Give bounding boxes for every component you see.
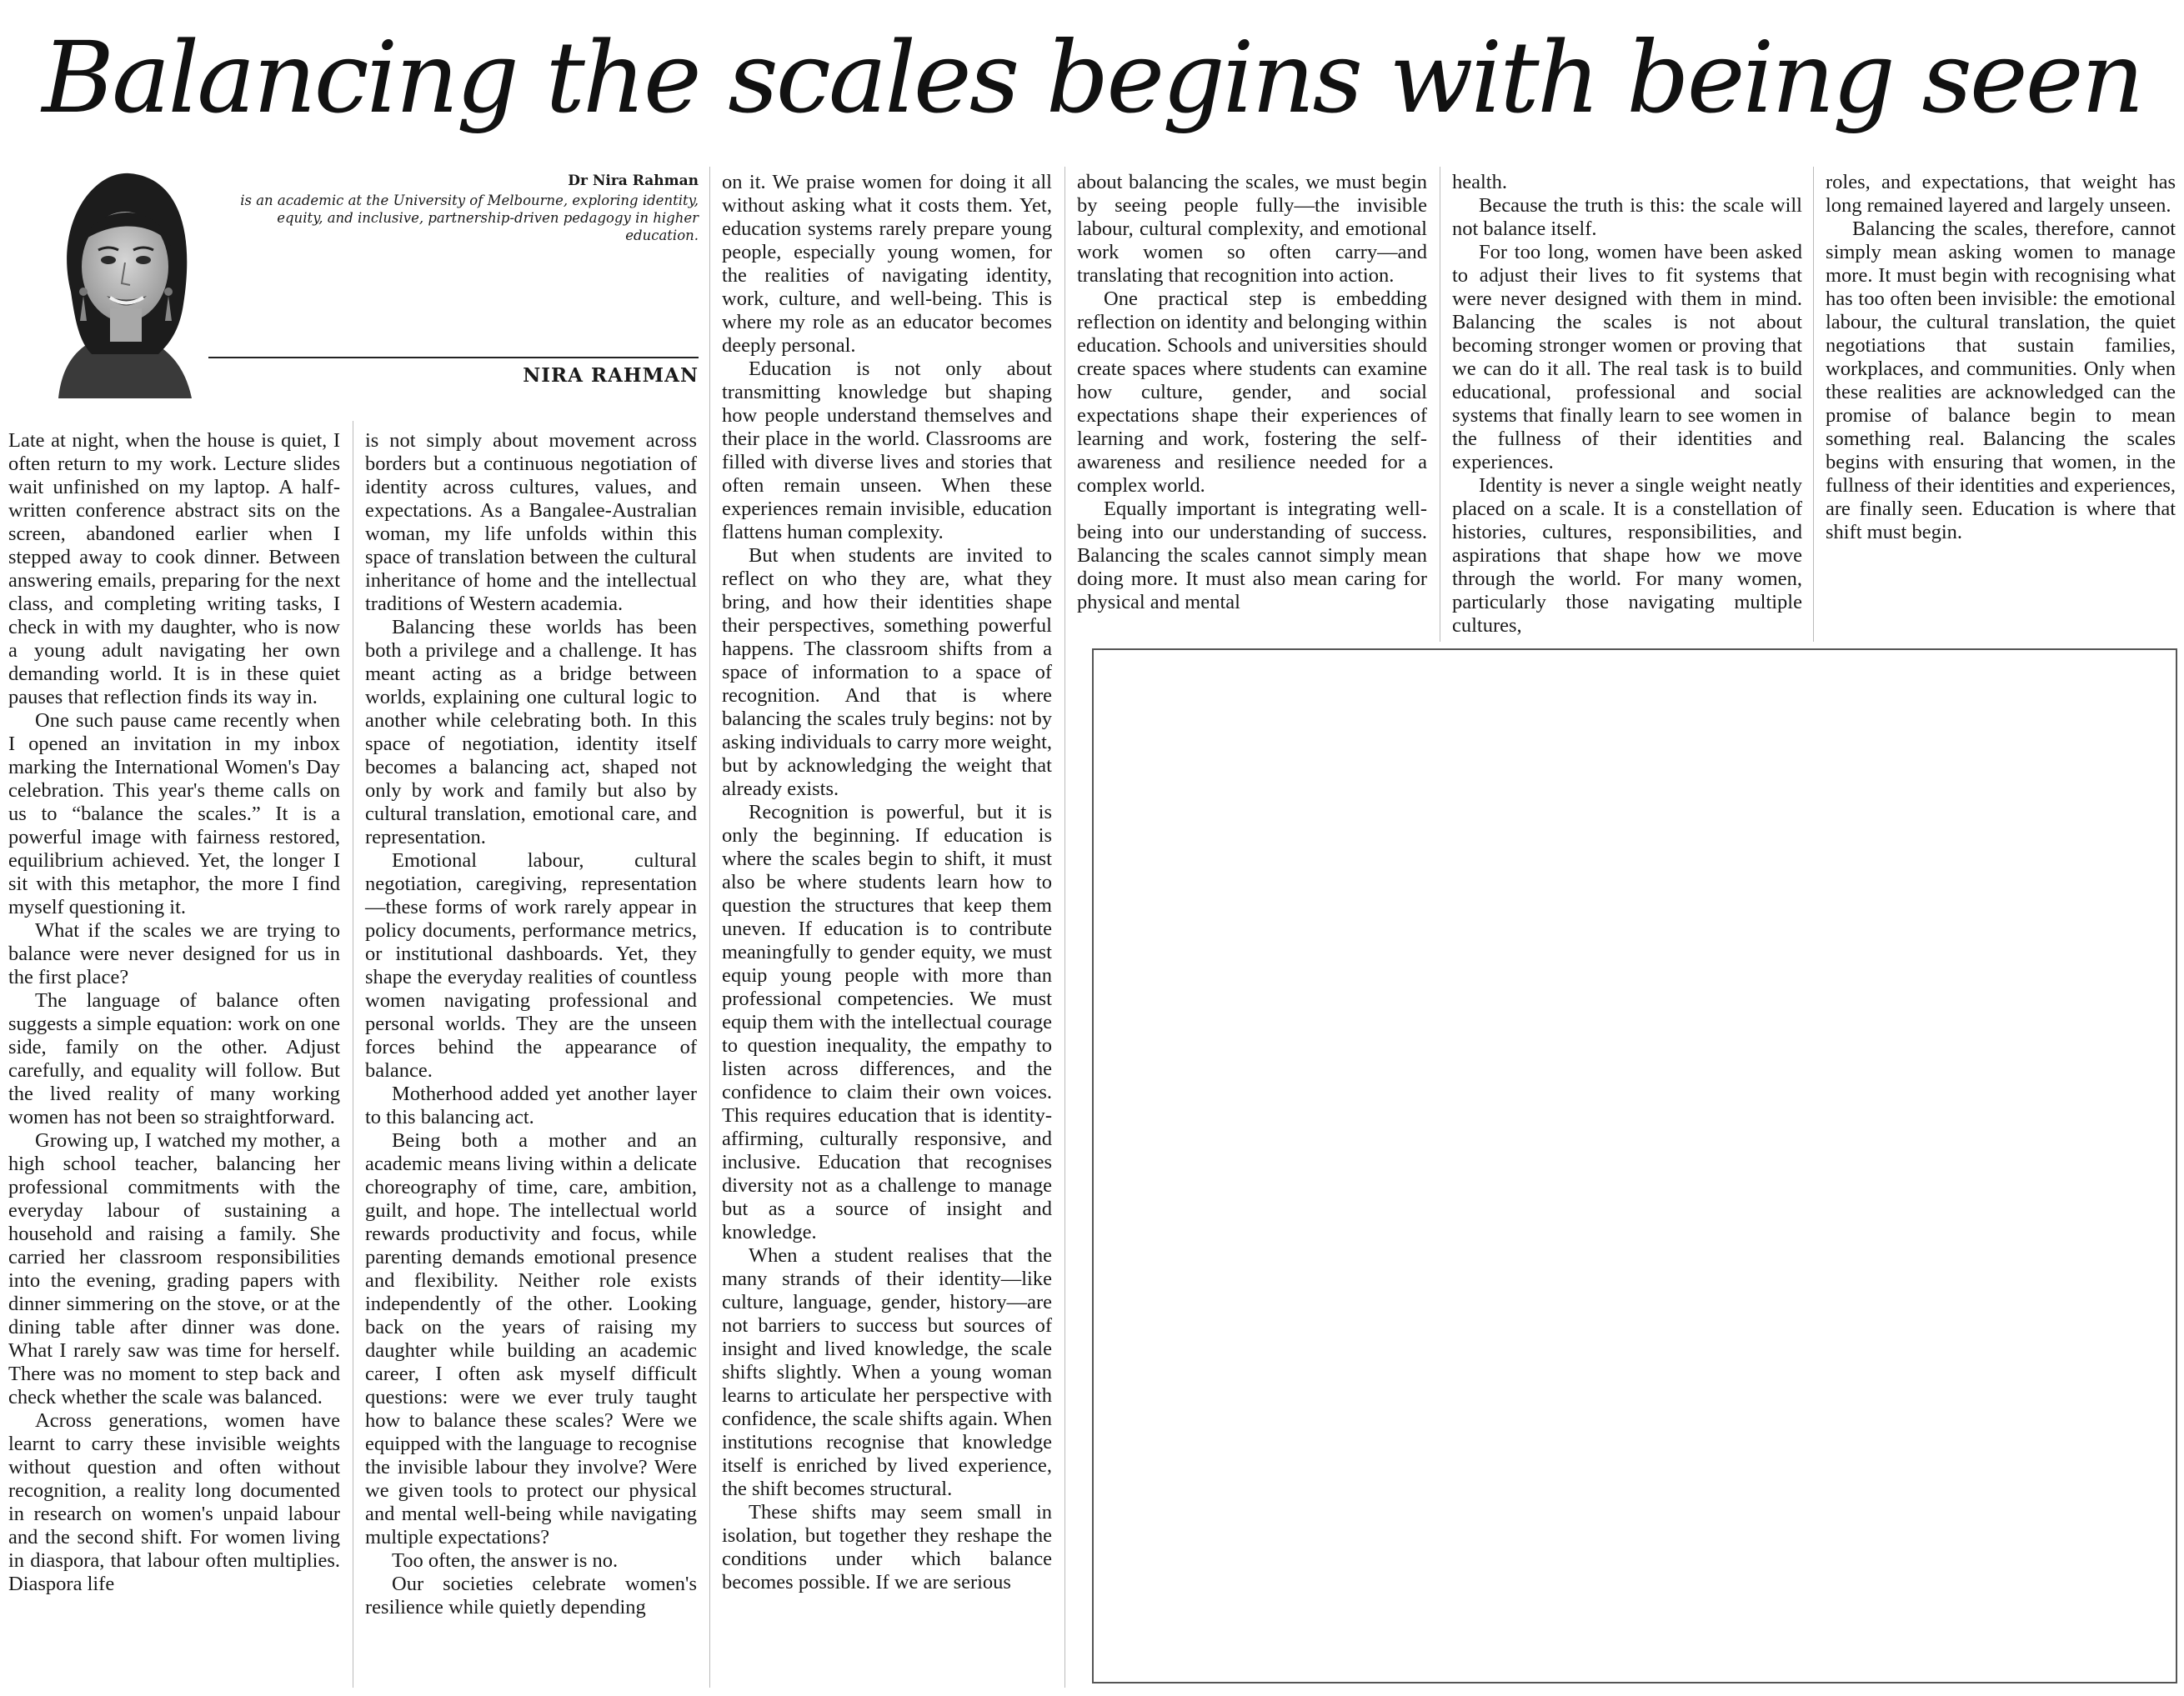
paragraph: When a student realises that the many strands of their identity—like culture, language, gender, history—are not barriers to success but sources of insight and lived knowledge, the scale shifts slightly. When a young woman learns to articulate her perspective with confidence, the scale shifts again. When institutions recognise that knowledge itself is enriched by lived experience, the shift becomes structural.: [722, 1244, 1052, 1500]
author-description: is an academic at the University of Melbourne, exploring identity, equity, and inclusive, partnership-driven pedagogy in higher education.: [240, 193, 699, 243]
paragraph: about balancing the scales, we must begin by seeing people fully—the invisible labour, cultural complexity, and emotional work women so often carry—and translating that recognition into action.: [1077, 171, 1427, 287]
paragraph: roles, and expectations, that weight has long remained layered and largely unseen.: [1826, 171, 2176, 217]
paragraph: Growing up, I watched my mother, a high school teacher, balancing her professional commitments with the everyday labour of sustaining a household and raising a family. She carried her classroom responsibilities into the evening, grading papers with dinner simmering on the stove, or at the dining table after dinner was done. What I rarely saw was time for herself. There was no moment to step back and check whether the scale was balanced.: [8, 1129, 340, 1408]
article-column-1: [8, 429, 340, 1596]
paragraph: Recognition is powerful, but it is only the beginning. If education is where the scales begin to shift, it must also be where students learn how to question the structures that keep them uneven. If education is to contribute meaningfully to gender equity, we must equip young people with more than professional competencies. We must equip them with the intellectual courage to question inequality, the empathy to listen across differences, and the confidence to claim their own voices. This requires education that is identity-affirming, culturally responsive, and inclusive. Education that recognises diversity not as a challenge to manage but as a source of insight and knowledge.: [722, 801, 1052, 1243]
paragraph: One practical step is embedding reflection on identity and belonging within education. Schools and universities should create spaces where students can examine how culture, gender, and social expectations shape their experiences of learning and work, fostering the self-awareness and resilience needed for a complex world.: [1077, 288, 1427, 497]
article-column-4: [1077, 171, 1427, 614]
paragraph: Because the truth is this: the scale will not balance itself.: [1452, 194, 1802, 240]
author-portrait: [33, 167, 208, 398]
paragraph: on it. We praise women for doing it all without asking what it costs them. Yet, education systems rarely prepare young people, especially young women, for the realities of navigating identity, work, culture, and well-being. This is where my role as an educator becomes deeply personal.: [722, 171, 1052, 357]
advertisement-space: [1092, 648, 2177, 1683]
paragraph: Balancing these worlds has been both a privilege and a challenge. It has meant acting as a bridge between worlds, explaining one cultural logic to another while celebrating both. In this space of negotiation, identity itself becomes a balancing act, shaped not only by work and family but also by cultural translation, emotional care, and representation.: [365, 616, 697, 848]
paragraph: Emotional labour, cultural negotiation, caregiving, representation—these forms of work rarely appear in policy documents, performance metrics, or institutional dashboards. Yet, they shape the everyday realities of countless women navigating professional and personal worlds. They are the unseen forces behind the appearance of balance.: [365, 849, 697, 1082]
paragraph: Equally important is integrating well-being into our understanding of success. Balancing the scales cannot simply mean doing more. It must also mean caring for physical and mental: [1077, 498, 1427, 613]
paragraph: Across generations, women have learnt to carry these invisible weights without question and often without recognition, a reality long documented in research on women's unpaid labour and the second shift. For women living in diaspora, that labour often multiplies. Diaspora life: [8, 1409, 340, 1595]
column-divider: [1064, 167, 1065, 1688]
byline-divider: [208, 357, 699, 358]
column-divider: [709, 167, 710, 1688]
paragraph: is not simply about movement across borders but a continuous negotiation of identity across cultures, values, and expectations. As a Bangalee-Australian woman, my life unfolds within this space of translation between the cultural inheritance of home and the intellectual traditions of Western academia.: [365, 429, 697, 615]
paragraph: health.: [1452, 171, 1507, 193]
paragraph: One such pause came recently when I opened an invitation in my inbox marking the International Women's Day celebration. This year's theme calls on us to “balance the scales.” It is a powerful image with fairness restored, equilibrium achieved. Yet, the longer I sit with this metaphor, the more I find myself questioning it.: [8, 709, 340, 918]
headline: Balancing the scales begins with being seen: [42, 20, 2142, 135]
article-column-2: [365, 429, 697, 1619]
paragraph: Balancing the scales, therefore, cannot simply mean asking women to manage more. It must begin with recognising what has too often been invisible: the emotional labour, the cultural translation, the quiet negotiations that sustain families, workplaces, and communities. Only when these realities are acknowledged can the promise of balance begin to mean something real. Balancing the scales begins with ensuring that women, in the fullness of their identities and experiences, are finally seen. Education is where that shift must begin.: [1826, 218, 2176, 543]
author-name: Dr Nira Rahman: [568, 173, 699, 189]
article-column-6: [1826, 171, 2176, 544]
paragraph: Motherhood added yet another layer to this balancing act.: [365, 1083, 697, 1128]
author-byline: [8, 167, 699, 398]
paragraph: Identity is never a single weight neatly placed on a scale. It is a constellation of histories, cultures, responsibilities, and aspirations that shape how we move through the world. For many women, particularly those navigating multiple cultures,: [1452, 474, 1802, 637]
paragraph: Being both a mother and an academic means living within a delicate choreography of time, care, ambition, guilt, and hope. The intellectual world rewards productivity and focus, while parenting demands emotional presence and flexibility. Neither role exists independently of the other. Looking back on the years of raising my daughter while building an academic career, I often ask myself difficult questions: were we ever truly taught how to balance these scales? Were we equipped with the language to recognise the invisible labour they involve? Were we given tools to protect our physical and mental well-being while navigating multiple expectations?: [365, 1129, 697, 1548]
paragraph: What if the scales we are trying to balance were never designed for us in the first place?: [8, 919, 340, 988]
article-column-3: [722, 171, 1052, 1594]
author-signature: NIRA RAHMAN: [523, 364, 699, 387]
paragraph: Late at night, when the house is quiet, I often return to my work. Lecture slides wait unfinished on my laptop. A half-written conference abstract sits on the screen, abandoned earlier when I stepped away to cook dinner. Between answering emails, preparing for the next class, and completing writing tasks, I check in with my daughter, who is now a young adult navigating her own demanding world. It is in these quiet pauses that reflection finds its way in.: [8, 429, 340, 708]
paragraph: The language of balance often suggests a simple equation: work on one side, family on the other. Adjust carefully, and equality will follow. But the lived reality of many working women has not been so straightforward.: [8, 989, 340, 1128]
paragraph: Our societies celebrate women's resilience while quietly depending: [365, 1573, 697, 1618]
article-column-5: [1452, 171, 1802, 638]
paragraph: Education is not only about transmitting knowledge but shaping how people understand themselves and their place in the world. Classrooms are filled with diverse lives and stories that often remain unseen. When these experiences remain invisible, education flattens human complexity.: [722, 358, 1052, 543]
paragraph: But when students are invited to reflect on who they are, what they bring, and how their identities shape their perspectives, something powerful happens. The classroom shifts from a space of information to a space of recognition. And that is where balancing the scales truly begins: not by asking individuals to carry more weight, but by acknowledging the weight that already exists.: [722, 544, 1052, 800]
author-info: [217, 172, 699, 244]
column-divider: [1813, 167, 1814, 642]
paragraph: For too long, women have been asked to adjust their lives to fit systems that were never designed with them in mind. Balancing the scales is not about becoming stronger women or proving that we can do it all. The real task is to build educational, professional and social systems that finally learn to see women in the fullness of their identities and experiences.: [1452, 241, 1802, 473]
paragraph: These shifts may seem small in isolation, but together they reshape the conditions under which balance becomes possible. If we are serious: [722, 1501, 1052, 1593]
paragraph: Too often, the answer is no.: [392, 1549, 619, 1572]
